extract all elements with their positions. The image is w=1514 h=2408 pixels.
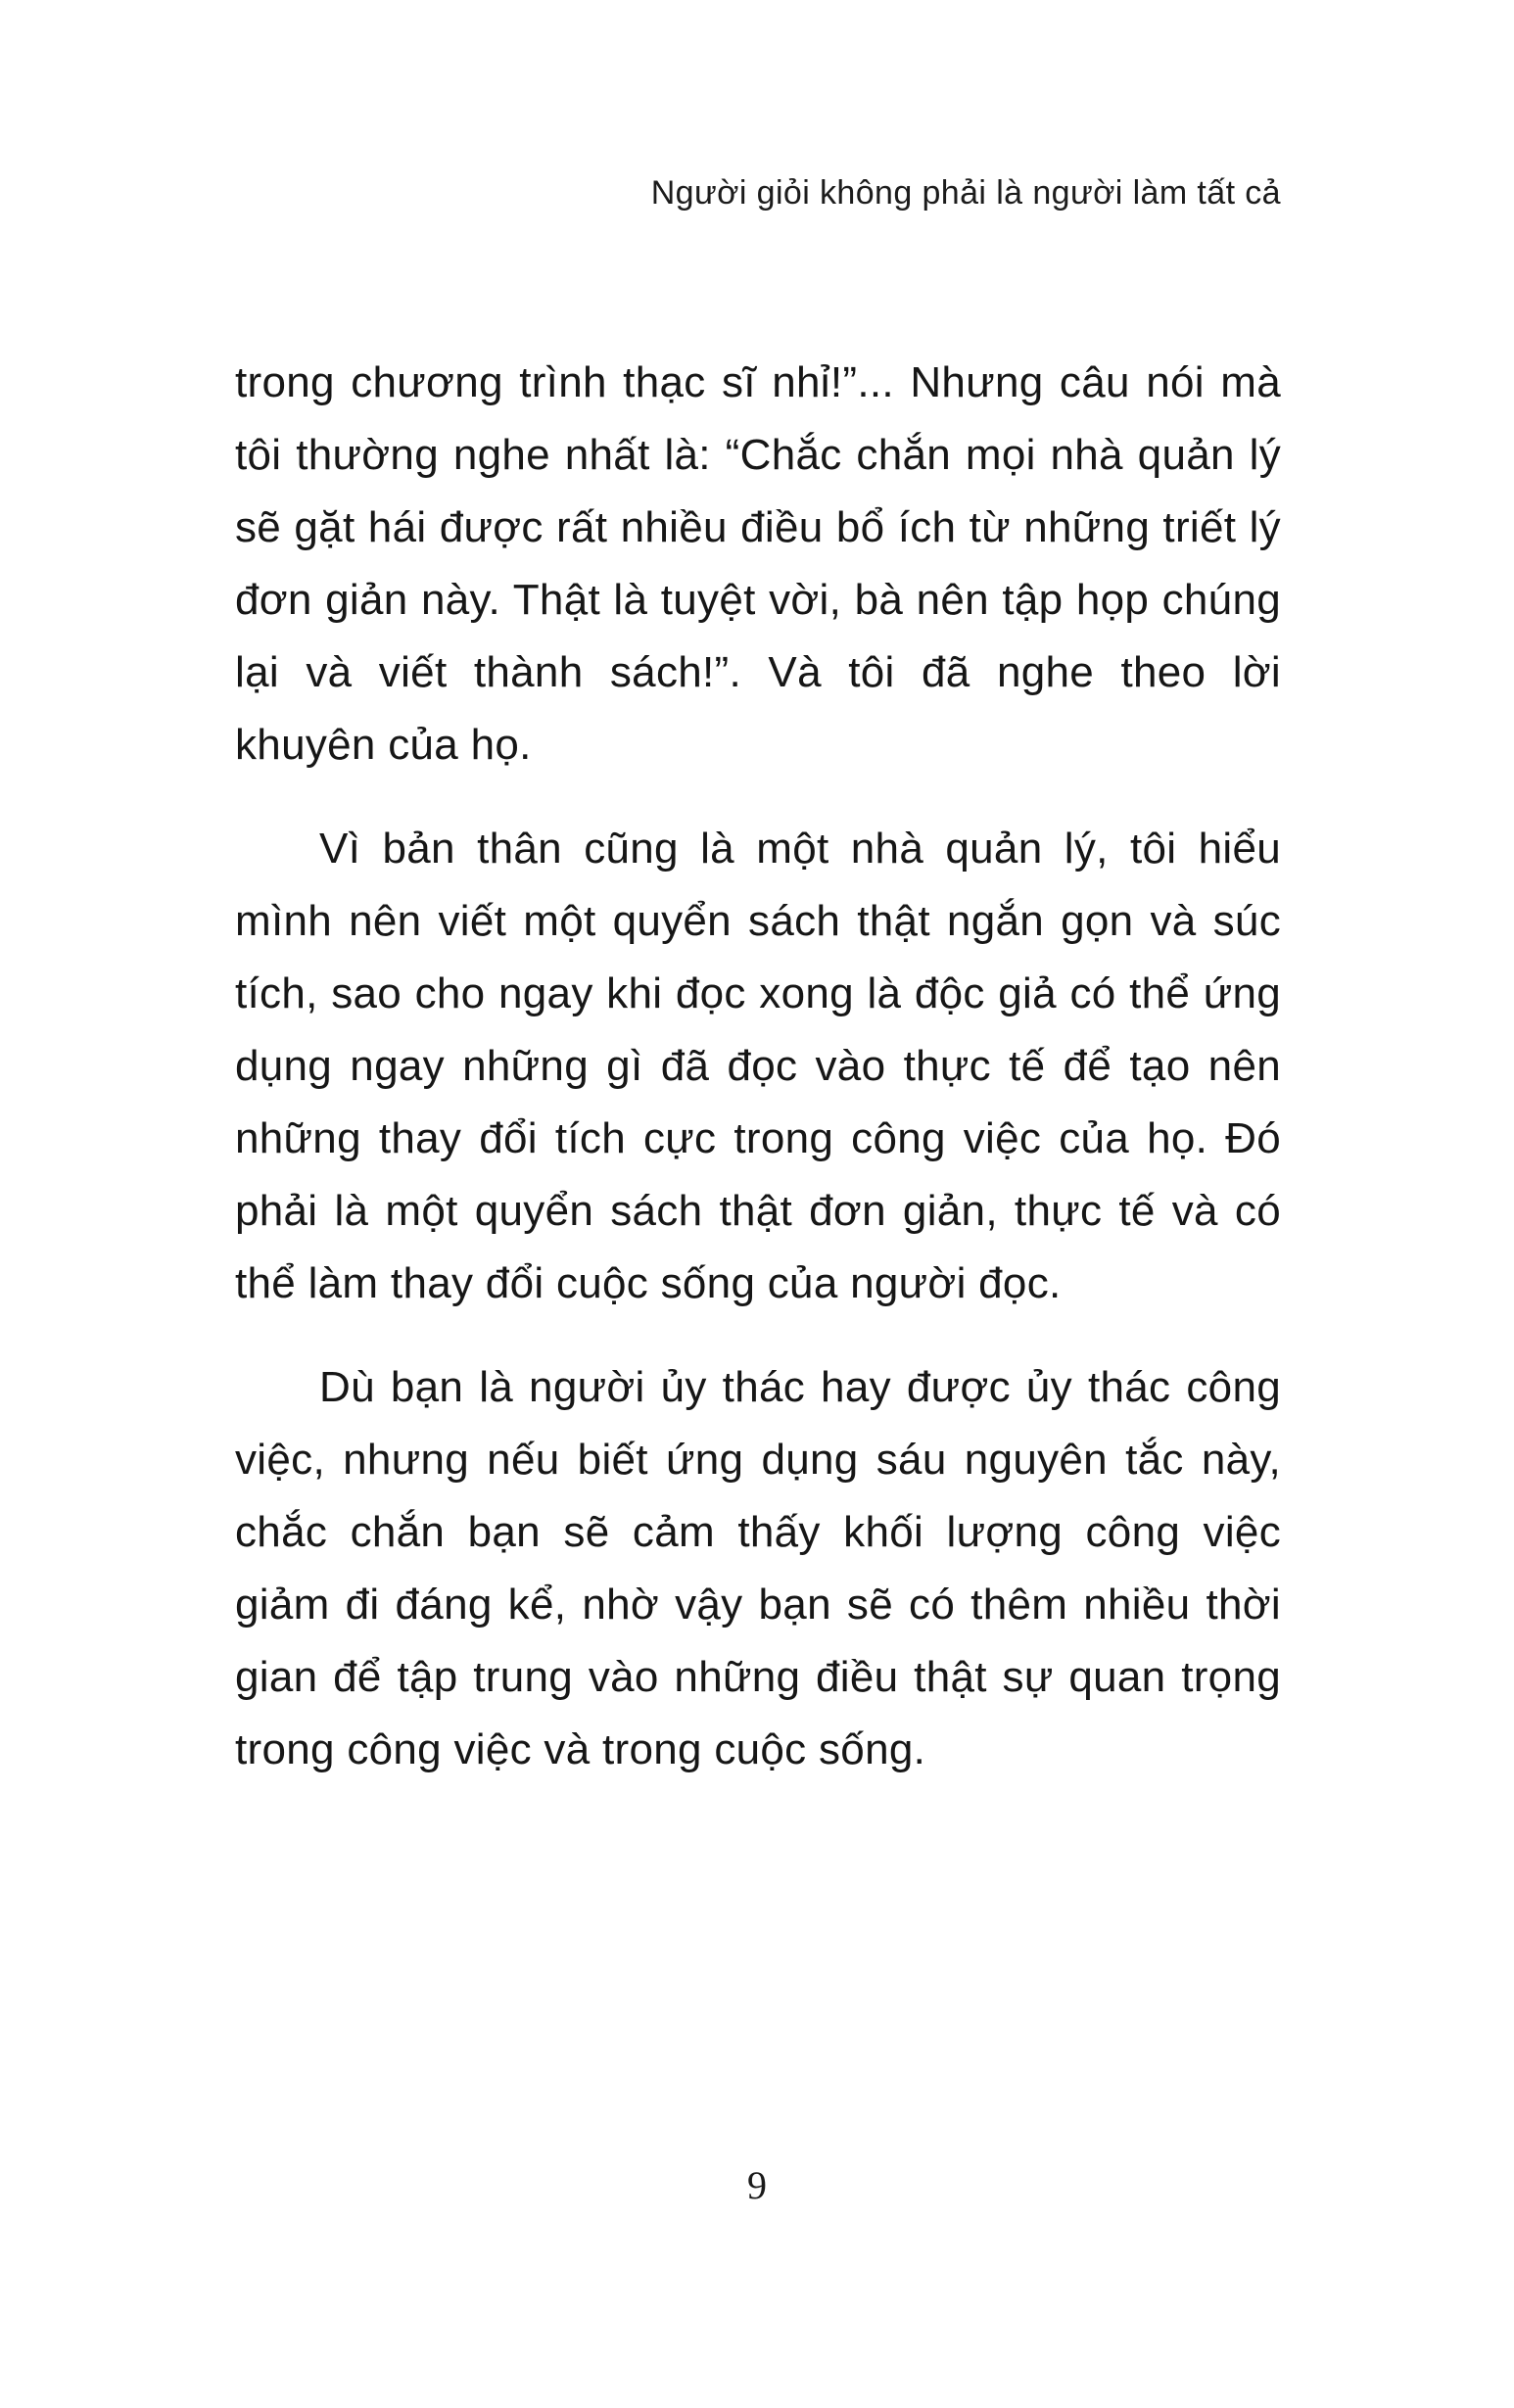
page-body xyxy=(235,347,1281,1818)
page-number: 9 xyxy=(747,2163,767,2207)
paragraph-3: Dù bạn là người ủy thác hay được ủy thác công việc, nhưng nếu biết ứng dụng sáu nguyên tắc này, chắc chắn bạn sẽ cảm thấy khối lượng công việc giảm đi đáng kể, nhờ vậy bạn sẽ có thêm nhiều thời gian để tập trung vào những điều thật sự quan trọng trong công việc và trong cuộc sống. xyxy=(235,1363,1281,1773)
paragraph-1: trong chương trình thạc sĩ nhỉ!”... Nhưng câu nói mà tôi thường nghe nhất là: “Chắc chắn mọi nhà quản lý sẽ gặt hái được rất nhiều điều bổ ích từ những triết lý đơn giản này. Thật là tuyệt vời, bà nên tập họp chúng lại và viết thành sách!”. Và tôi đã nghe theo lời khuyên của họ. xyxy=(235,358,1281,769)
running-header: Người giỏi không phải là người làm tất cả xyxy=(650,174,1281,212)
paragraph-2: Vì bản thân cũng là một nhà quản lý, tôi hiểu mình nên viết một quyển sách thật ngắn gọn và súc tích, sao cho ngay khi đọc xong là độc giả có thể ứng dụng ngay những gì đã đọc vào thực tế để tạo nên những thay đổi tích cực trong công việc của họ. Đó phải là một quyển sách thật đơn giản, thực tế và có thể làm thay đổi cuộc sống của người đọc. xyxy=(235,825,1281,1307)
